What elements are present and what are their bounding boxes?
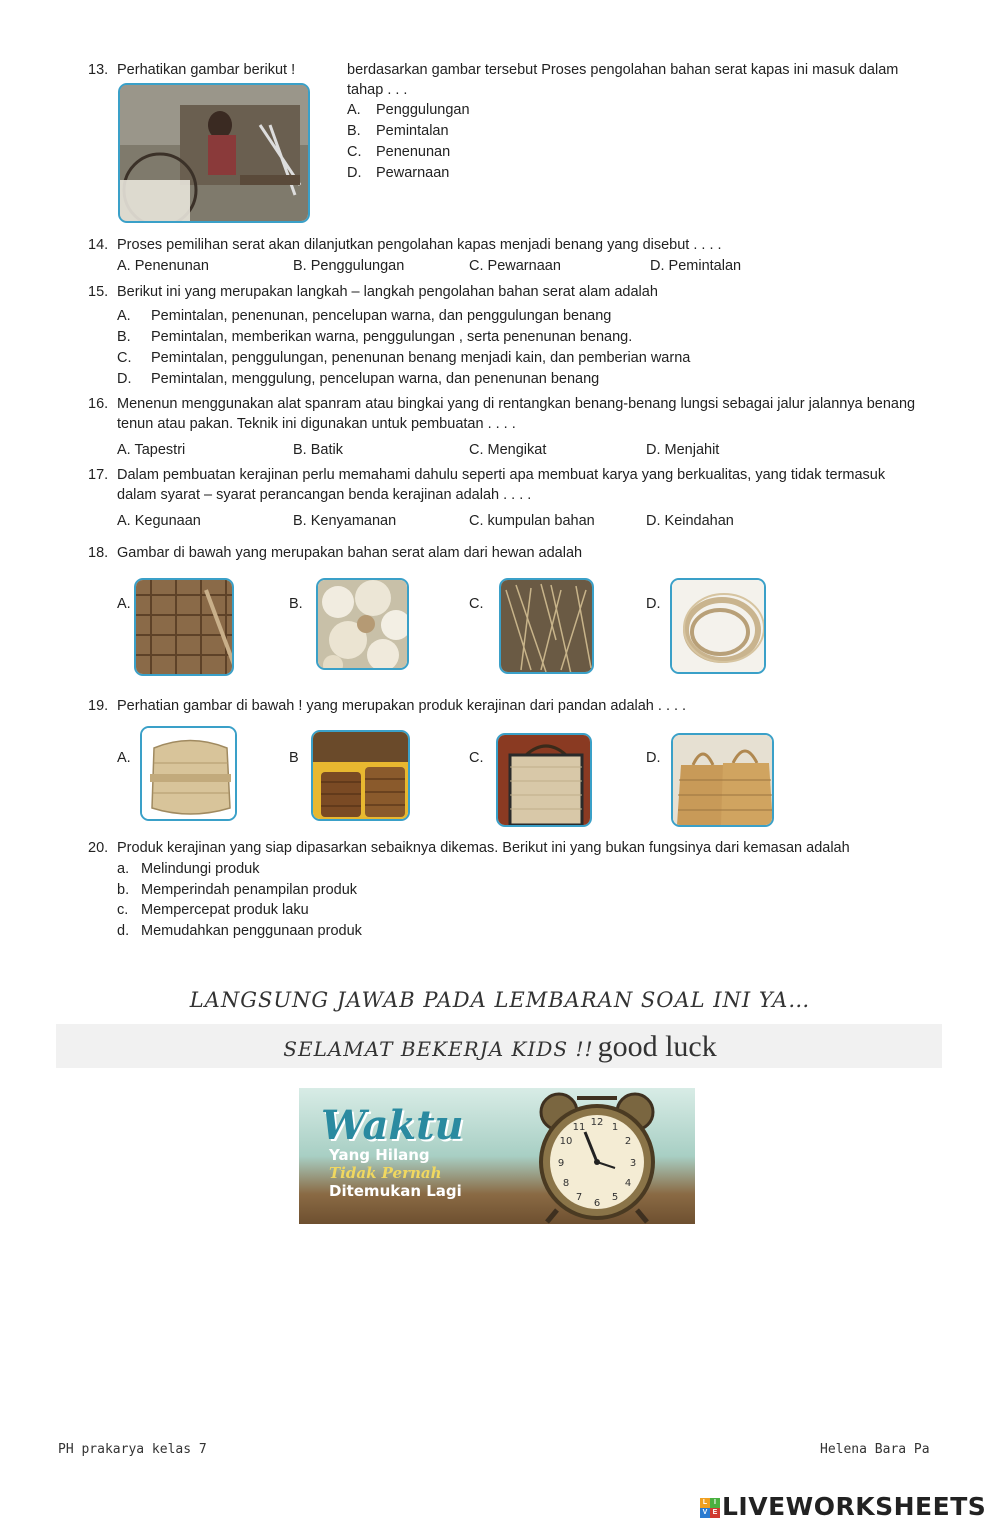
q14-text: Proses pemilihan serat akan dilanjutkan pengolahan kapas menjadi benang yang disebut . . . . bbox=[117, 237, 722, 253]
q16-option-b[interactable]: B. Batik bbox=[293, 442, 343, 458]
q18-option-b-image[interactable] bbox=[316, 578, 409, 670]
footer-right: Helena Bara Pa bbox=[820, 1442, 930, 1457]
q18-text: Gambar di bawah yang merupakan bahan serat alam dari hewan adalah bbox=[117, 545, 583, 561]
q13-text-line2: tahap . . . bbox=[347, 82, 408, 98]
q17-number: 17. bbox=[88, 467, 109, 483]
q13-prompt: Perhatikan gambar berikut ! bbox=[117, 62, 296, 78]
banner-sub3: Ditemukan Lagi bbox=[329, 1182, 462, 1200]
woven-handbags-image bbox=[673, 735, 774, 827]
clock-number-1: 1 bbox=[611, 1122, 619, 1133]
q20-options bbox=[117, 861, 362, 943]
q17-line1: Dalam pembuatan kerajinan perlu memahami dahulu seperti apa membuat karya yang berkualitas, yang tidak termasuk bbox=[117, 467, 886, 483]
q18-label-b: B. bbox=[289, 596, 303, 612]
q18-option-d-image[interactable] bbox=[670, 578, 766, 674]
q13-option-a[interactable]: A. Penggulungan bbox=[347, 102, 470, 118]
q19-text: Perhatian gambar di bawah ! yang merupakan produk kerajinan dari pandan adalah . . . . bbox=[117, 698, 687, 714]
logo-letter-l: L bbox=[700, 1498, 710, 1508]
q17-option-d[interactable]: D. Keindahan bbox=[646, 513, 734, 529]
q18-number: 18. bbox=[88, 545, 109, 561]
waktu-banner bbox=[299, 1088, 695, 1224]
q13-spinning-photo bbox=[118, 83, 310, 223]
q19-option-c-image[interactable] bbox=[496, 733, 592, 827]
q20-text: Produk kerajinan yang siap dipasarkan sebaiknya dikemas. Berikut ini yang bukan fungsinya dari kemasan adalah bbox=[117, 840, 850, 856]
banner-title: Waktu bbox=[321, 1102, 464, 1149]
dried-fiber-image bbox=[501, 580, 594, 674]
clock-number-8: 8 bbox=[562, 1178, 570, 1189]
logo-letter-e: E bbox=[710, 1508, 720, 1518]
clock-number-10: 10 bbox=[559, 1136, 573, 1147]
clock-number-5: 5 bbox=[611, 1192, 619, 1203]
q20-option-d[interactable]: d. Memudahkan penggunaan produk bbox=[117, 922, 362, 939]
q16-option-a[interactable]: A. Tapestri bbox=[117, 442, 186, 458]
q17-option-b[interactable]: B. Kenyamanan bbox=[293, 513, 397, 529]
q14-option-d[interactable]: D. Pemintalan bbox=[650, 258, 742, 274]
liveworksheets-logo-icon bbox=[700, 1498, 720, 1518]
q15-text: Berikut ini yang merupakan langkah – langkah pengolahan bahan serat alam adalah bbox=[117, 284, 658, 300]
q15-option-d[interactable]: D. Pemintalan, menggulung, pencelupan warna, dan penenunan benang bbox=[117, 371, 600, 387]
clock-number-6: 6 bbox=[593, 1198, 601, 1209]
q16-option-c[interactable]: C. Mengikat bbox=[469, 442, 547, 458]
closing-instruction: LANGSUNG JAWAB PADA LEMBARAN SOAL INI YA… bbox=[189, 988, 811, 1012]
good-luck-text: good luck bbox=[597, 1030, 717, 1063]
q13-option-c[interactable]: C. Penenunan bbox=[347, 144, 451, 160]
clock-number-4: 4 bbox=[624, 1178, 632, 1189]
clock-number-7: 7 bbox=[575, 1192, 583, 1203]
q20-option-a[interactable]: a. Melindungi produk bbox=[117, 861, 260, 877]
footer-left: PH prakarya kelas 7 bbox=[58, 1442, 207, 1457]
banner-sub1: Yang Hilang bbox=[329, 1146, 430, 1164]
q17-option-c[interactable]: C. kumpulan bahan bbox=[469, 513, 595, 529]
clock-number-12: 12 bbox=[590, 1117, 604, 1128]
q14-number: 14. bbox=[88, 237, 109, 253]
q13-text-line1: berdasarkan gambar tersebut Proses pengolahan bahan serat kapas ini masuk dalam bbox=[347, 62, 899, 78]
q18-option-a-image[interactable] bbox=[134, 578, 234, 676]
q19-label-a: A. bbox=[117, 750, 131, 766]
rattan-baskets-image bbox=[313, 732, 410, 821]
clock-number-3: 3 bbox=[629, 1158, 637, 1169]
q13-option-b[interactable]: B. Pemintalan bbox=[347, 123, 449, 139]
q19-label-c: C. bbox=[469, 750, 484, 766]
q16-line1: Menenun menggunakan alat spanram atau bingkai yang di rentangkan benang-benang lungsi sebagai jalur jalannya benang bbox=[117, 396, 916, 412]
woven-basket-image bbox=[136, 580, 234, 676]
banner-sub2: Tidak Pernah bbox=[329, 1164, 442, 1182]
q14-option-a[interactable]: A. Penenunan bbox=[117, 258, 209, 274]
q16-line2: tenun atau pakan. Teknik ini digunakan untuk pembuatan . . . . bbox=[117, 416, 516, 432]
pandan-box-image bbox=[142, 728, 237, 821]
q15-option-a[interactable]: A. Pemintalan, penenunan, pencelupan warna, dan penggulungan benang bbox=[117, 308, 612, 324]
q13-number: 13. bbox=[88, 62, 109, 78]
q13-options bbox=[347, 102, 470, 186]
q20-number: 20. bbox=[88, 840, 109, 856]
cotton-image bbox=[318, 580, 409, 670]
q19-option-d-image[interactable] bbox=[671, 733, 774, 827]
q16-number: 16. bbox=[88, 396, 109, 412]
q17-line2: dalam syarat – syarat perancangan benda kerajinan adalah . . . . bbox=[117, 487, 532, 503]
q19-number: 19. bbox=[88, 698, 109, 714]
logo-letter-i: I bbox=[710, 1498, 720, 1508]
closing-greeting bbox=[0, 1030, 1000, 1064]
q19-label-b: B bbox=[289, 750, 299, 766]
q15-options bbox=[117, 308, 690, 392]
clock-number-11: 11 bbox=[572, 1122, 586, 1133]
q14-option-b[interactable]: B. Penggulungan bbox=[293, 258, 405, 274]
pandan-bag-image bbox=[498, 735, 592, 827]
q19-option-a-image[interactable] bbox=[140, 726, 237, 821]
clock-number-9: 9 bbox=[557, 1158, 565, 1169]
q18-label-c: C. bbox=[469, 596, 484, 612]
q14-option-c[interactable]: C. Pewarnaan bbox=[469, 258, 561, 274]
q15-number: 15. bbox=[88, 284, 109, 300]
q16-option-d[interactable]: D. Menjahit bbox=[646, 442, 720, 458]
q13-option-d[interactable]: D. Pewarnaan bbox=[347, 165, 450, 181]
q18-label-a: A. bbox=[117, 596, 131, 612]
q15-option-b[interactable]: B. Pemintalan, memberikan warna, penggulungan , serta penenunan benang. bbox=[117, 329, 633, 345]
q18-option-c-image[interactable] bbox=[499, 578, 594, 674]
q19-label-d: D. bbox=[646, 750, 661, 766]
q19-option-b-image[interactable] bbox=[311, 730, 410, 821]
alarm-clock-icon bbox=[517, 1092, 677, 1224]
clock-number-2: 2 bbox=[624, 1136, 632, 1147]
logo-letter-v: V bbox=[700, 1508, 710, 1518]
fiber-bundle-image bbox=[672, 580, 766, 674]
spinning-wheel-image bbox=[120, 85, 310, 223]
q20-option-b[interactable]: b. Memperindah penampilan produk bbox=[117, 881, 358, 898]
liveworksheets-brand[interactable] bbox=[700, 1492, 990, 1522]
q20-option-c[interactable]: c. Mempercepat produk laku bbox=[117, 902, 309, 918]
q18-label-d: D. bbox=[646, 596, 661, 612]
greeting-script: SELAMAT BEKERJA KIDS !! bbox=[283, 1037, 594, 1061]
q17-option-a[interactable]: A. Kegunaan bbox=[117, 513, 201, 529]
brand-name: LIVEWORKSHEETS bbox=[722, 1492, 987, 1521]
q15-option-c[interactable]: C. Pemintalan, penggulungan, penenunan benang menjadi kain, dan pemberian warna bbox=[117, 350, 691, 366]
